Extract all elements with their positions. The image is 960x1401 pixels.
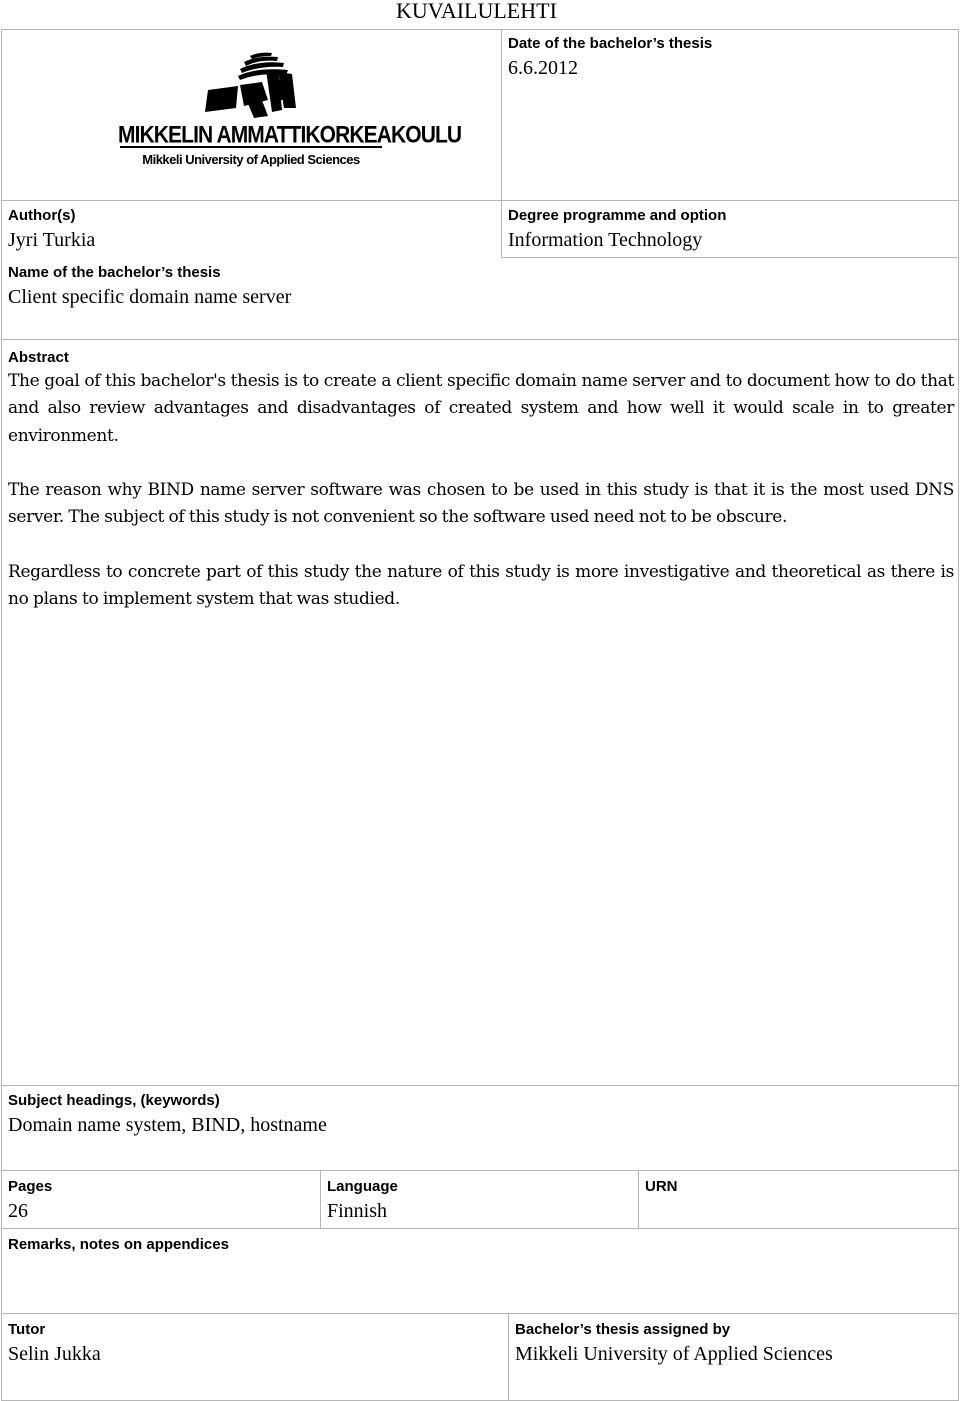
author-value: Jyri Turkia — [8, 229, 96, 251]
language-label: Language — [327, 1178, 398, 1195]
logo-subtitle: Mikkeli University of Applied Sciences — [142, 152, 360, 167]
abstract-paragraph: The goal of this bachelor's thesis is to create a client specific domain name server and to document how to do that and also review advantages and disadvantages of created system and how well it would scale in to greater environment. — [8, 371, 954, 446]
divider — [508, 1313, 509, 1401]
form-frame — [1, 29, 959, 1401]
divider — [1, 339, 959, 340]
urn-label: URN — [645, 1178, 678, 1195]
thesis-name-value: Client specific domain name server — [8, 286, 292, 308]
divider — [1, 1313, 959, 1314]
abstract-paragraph: The reason why BIND name server software was chosen to be used in this study is that it is the most used DNS server. The subject of this study is not convenient so the software used need not to be obscure. — [8, 480, 954, 528]
date-value: 6.6.2012 — [508, 57, 578, 79]
logo-name: MIKKELIN AMMATTIKORKEAKOULU — [118, 122, 462, 149]
logo-rule — [120, 146, 382, 148]
degree-label: Degree programme and option — [508, 207, 727, 224]
degree-value: Information Technology — [508, 229, 703, 251]
abstract-paragraph: Regardless to concrete part of this study the nature of this study is more investigative and theoretical as there is no plans to implement system that was studied. — [8, 562, 954, 610]
keywords-label: Subject headings, (keywords) — [8, 1092, 220, 1109]
pages-value: 26 — [8, 1200, 28, 1222]
pages-label: Pages — [8, 1178, 53, 1195]
divider — [1, 1170, 959, 1171]
author-label: Author(s) — [8, 207, 76, 224]
divider — [1, 1085, 959, 1086]
divider — [320, 1170, 321, 1228]
divider — [638, 1170, 639, 1228]
divider — [1, 1228, 959, 1229]
thesis-name-label: Name of the bachelor’s thesis — [8, 264, 221, 281]
keywords-value: Domain name system, BIND, hostname — [8, 1114, 327, 1136]
assigned-by-label: Bachelor’s thesis assigned by — [515, 1321, 731, 1338]
divider — [501, 257, 959, 258]
abstract-label: Abstract — [8, 349, 69, 366]
tutor-label: Tutor — [8, 1321, 46, 1338]
form-title: KUVAILULEHTI — [396, 0, 557, 23]
tutor-value: Selin Jukka — [8, 1343, 101, 1365]
assigned-by-value: Mikkeli University of Applied Sciences — [515, 1343, 833, 1365]
remarks-label: Remarks, notes on appendices — [8, 1236, 229, 1253]
divider — [1, 200, 959, 201]
logo-emblem-icon — [0, 0, 960, 200]
date-label: Date of the bachelor’s thesis — [508, 35, 713, 52]
language-value: Finnish — [327, 1200, 388, 1222]
